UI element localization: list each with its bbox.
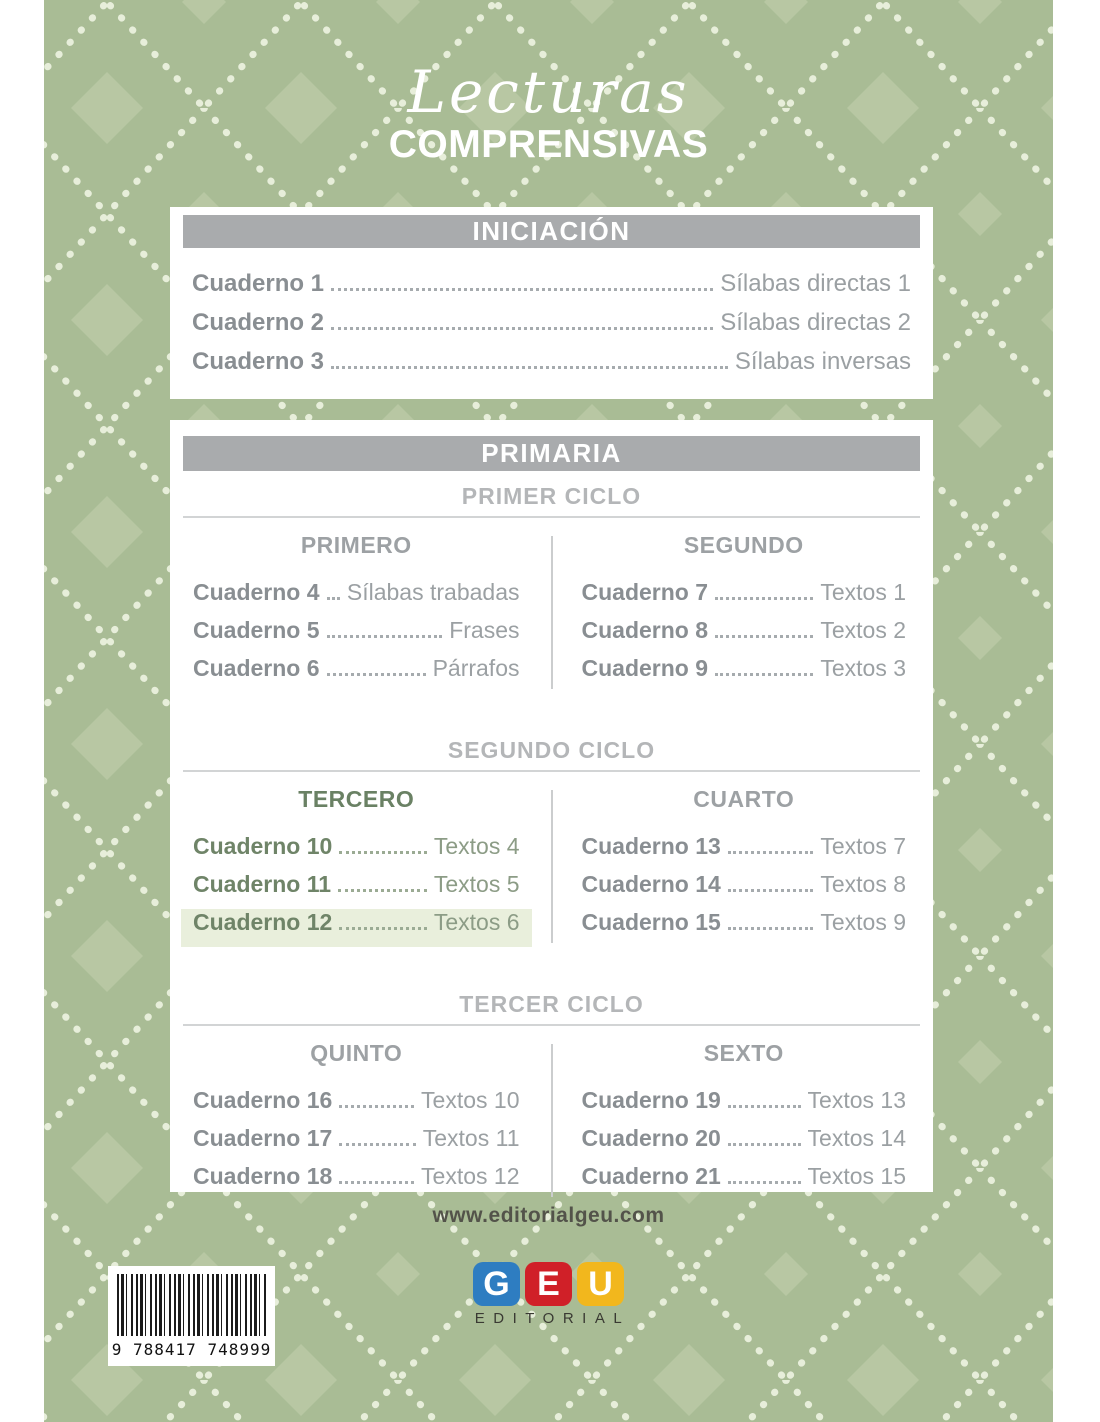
toc-row-value: Textos 4 [433, 833, 520, 859]
barcode-bars [117, 1274, 266, 1336]
toc-row-value: Textos 7 [820, 833, 906, 859]
toc-row-label: Cuaderno 4 [193, 579, 320, 605]
toc-row-value: Frases [449, 617, 520, 643]
dotted-leader [327, 597, 340, 600]
toc-row [193, 617, 520, 655]
toc-row [181, 909, 532, 947]
toc-row-value: Textos 9 [820, 909, 906, 935]
grade-column-title: TERCERO [298, 786, 415, 812]
iniciacion-panel [170, 207, 933, 399]
toc-row-label: Cuaderno 18 [193, 1163, 333, 1189]
grade-column [183, 1034, 552, 1201]
toc-row-label: Cuaderno 9 [581, 655, 709, 681]
column-divider [551, 536, 553, 689]
grade-column [552, 1034, 921, 1201]
toc-row-label: Cuaderno 13 [581, 833, 721, 859]
dotted-leader [331, 288, 713, 291]
dotted-leader [339, 1105, 414, 1108]
primaria-header-bar: PRIMARIA [183, 436, 920, 471]
dotted-leader [339, 1181, 414, 1184]
toc-row-label: Cuaderno 19 [581, 1087, 721, 1113]
toc-row-label: Cuaderno 6 [193, 655, 320, 681]
series-title-script: Lecturas [407, 58, 690, 126]
toc-row [582, 909, 907, 947]
toc-row [582, 1125, 907, 1163]
toc-row-label: Cuaderno 21 [581, 1163, 721, 1189]
toc-row [192, 348, 911, 387]
toc-row [582, 1163, 907, 1201]
iniciacion-row-list [183, 270, 920, 387]
cycle-rule [183, 1024, 920, 1026]
grade-column [183, 780, 552, 947]
geu-logo-tiles [473, 1262, 624, 1306]
geu-logo-letter-tile: G [473, 1262, 520, 1306]
geu-logo-letter-tile: E [525, 1262, 572, 1306]
dotted-leader [728, 889, 814, 892]
toc-row [192, 309, 911, 348]
toc-row [193, 871, 520, 909]
iniciacion-header-bar: INICIACIÓN [183, 215, 920, 248]
cycle-section [183, 483, 920, 693]
cycle-columns [183, 1034, 920, 1201]
toc-row-label: Cuaderno 16 [193, 1087, 333, 1113]
toc-row [193, 1087, 520, 1125]
toc-row [193, 1163, 520, 1201]
dotted-leader [327, 673, 426, 676]
geu-logo-caption: EDITORIAL [474, 1310, 631, 1327]
cycle-title: TERCER CICLO [459, 991, 644, 1017]
toc-row-value: Textos 2 [820, 617, 906, 643]
series-title [44, 58, 1053, 166]
toc-row-value: Textos 5 [433, 871, 520, 897]
toc-row-label: Cuaderno 5 [193, 617, 320, 643]
dotted-leader [331, 366, 728, 369]
cycle-rule [183, 770, 920, 772]
grade-column [552, 526, 921, 693]
dotted-leader [339, 851, 427, 854]
grade-column-title: PRIMERO [300, 532, 412, 558]
toc-row-label: Cuaderno 3 [192, 348, 325, 375]
toc-row [582, 871, 907, 909]
dotted-leader [331, 327, 713, 330]
toc-row [582, 579, 907, 617]
cycle-title: SEGUNDO CICLO [447, 737, 656, 763]
dotted-leader [728, 1143, 801, 1146]
dotted-leader [338, 889, 427, 892]
cycle-columns [183, 780, 920, 947]
toc-row-value: Sílabas directas 2 [720, 309, 911, 336]
toc-row [193, 655, 520, 693]
toc-row-label: Cuaderno 8 [581, 617, 709, 643]
cycle-section [183, 737, 920, 947]
grade-column [552, 780, 921, 947]
toc-row-label: Cuaderno 12 [193, 909, 333, 935]
toc-row-label: Cuaderno 15 [581, 909, 721, 935]
grade-column-title: QUINTO [310, 1040, 403, 1066]
toc-row [193, 579, 520, 617]
toc-row-value: Textos 3 [820, 655, 906, 681]
toc-row [192, 270, 911, 309]
geu-logo-letter-tile: U [577, 1262, 624, 1306]
cycle-title: PRIMER CICLO [461, 483, 642, 509]
primaria-cycles [183, 483, 920, 1201]
dotted-leader [728, 1181, 801, 1184]
toc-row-value: Textos 15 [807, 1163, 906, 1189]
toc-row-value: Sílabas trabadas [346, 579, 520, 605]
dotted-leader [339, 1143, 415, 1146]
toc-row [193, 1125, 520, 1163]
dotted-leader [327, 635, 443, 638]
dotted-leader [728, 927, 814, 930]
toc-row-value: Textos 1 [820, 579, 906, 605]
toc-row-value: Textos 14 [807, 1125, 906, 1151]
dotted-leader [715, 673, 813, 676]
toc-row [582, 617, 907, 655]
toc-row-label: Cuaderno 7 [581, 579, 709, 605]
toc-row-value: Sílabas inversas [734, 348, 911, 375]
toc-row-value: Textos 11 [422, 1125, 520, 1151]
dotted-leader [715, 597, 813, 600]
toc-row-label: Cuaderno 10 [193, 833, 333, 859]
toc-row-label: Cuaderno 2 [192, 309, 325, 336]
toc-row-value: Textos 12 [421, 1163, 520, 1189]
grade-column-title: SEGUNDO [683, 532, 804, 558]
isbn-barcode [108, 1266, 275, 1366]
toc-row-label: Cuaderno 20 [581, 1125, 721, 1151]
toc-row-label: Cuaderno 11 [193, 871, 332, 897]
grade-column-title: SEXTO [703, 1040, 784, 1066]
toc-row [582, 655, 907, 693]
toc-row-value: Textos 10 [421, 1087, 520, 1113]
grade-column-title: CUARTO [693, 786, 795, 812]
toc-row-value: Sílabas directas 1 [720, 270, 911, 297]
dotted-leader [715, 635, 813, 638]
toc-row-value: Textos 13 [807, 1087, 906, 1113]
dotted-leader [339, 927, 427, 930]
dotted-leader [728, 851, 814, 854]
toc-row-label: Cuaderno 14 [581, 871, 721, 897]
cycle-columns [183, 526, 920, 693]
cycle-rule [183, 516, 920, 518]
toc-row [193, 833, 520, 871]
barcode-number: 9 788417 748999 [111, 1340, 272, 1359]
toc-row [582, 1087, 907, 1125]
column-divider [551, 790, 553, 943]
series-title-caps: COMPRENSIVAS [388, 122, 709, 166]
column-divider [551, 1044, 553, 1197]
grade-column [183, 526, 552, 693]
toc-row-value: Textos 8 [820, 871, 906, 897]
cycle-section [183, 991, 920, 1201]
toc-row-value: Párrafos [432, 655, 520, 681]
toc-row-label: Cuaderno 17 [193, 1125, 333, 1151]
publisher-website: www.editorialgeu.com [432, 1204, 665, 1227]
toc-row-label: Cuaderno 1 [192, 270, 325, 297]
primaria-panel [170, 420, 933, 1192]
toc-row [582, 833, 907, 871]
toc-row-value: Textos 6 [433, 909, 520, 935]
dotted-leader [728, 1105, 801, 1108]
